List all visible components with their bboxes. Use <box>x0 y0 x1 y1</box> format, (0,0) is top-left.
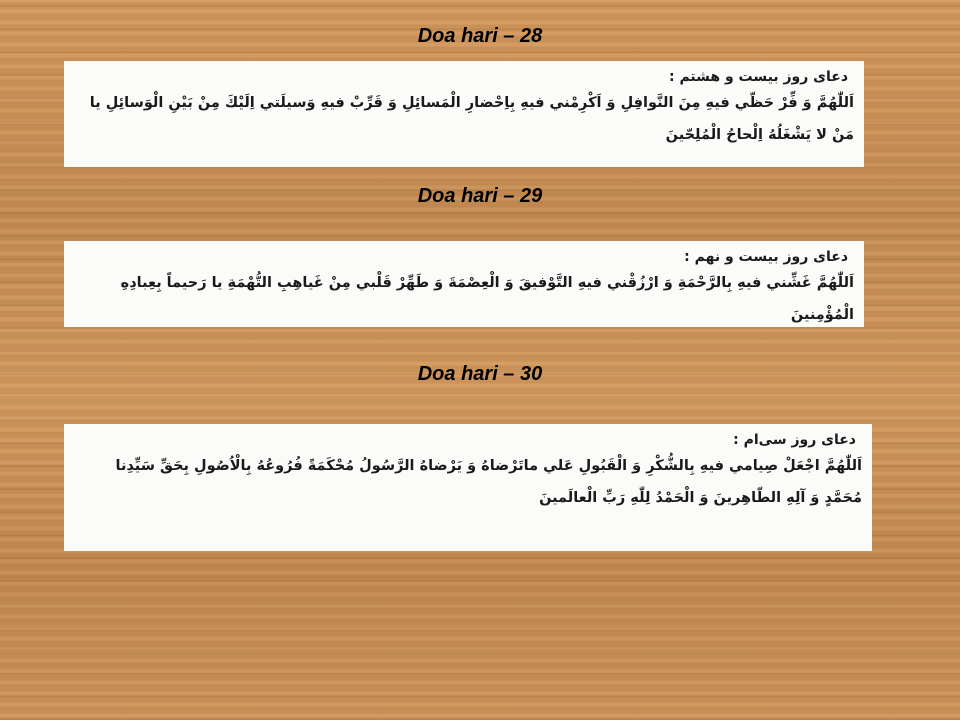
prayer-heading-day-29: دعای روز بیست و نهم : <box>684 249 848 265</box>
prayer-heading-day-30: دعای روز سی‌ام : <box>733 432 856 448</box>
prayer-panel-day-30 <box>64 424 872 551</box>
section-title-day-29: Doa hari – 29 <box>417 185 543 207</box>
prayer-heading-day-28: دعای روز بیست و هشتم : <box>668 69 848 85</box>
section-title-day-28: Doa hari – 28 <box>417 25 543 47</box>
section-title-day-30: Doa hari – 30 <box>417 363 543 385</box>
prayer-panel-day-28 <box>64 61 864 167</box>
prayer-panel-day-29 <box>64 241 864 327</box>
prayer-text-day-28: اَللّٰهُمَّ وَ فِّرْ حَظّي فيهِ مِنَ النَّوافِلِ وَ اَكْرِمْني فيهِ بِاِحْضارِ الْمَسائِلِ وَ قَرِّبْ فيهِ وَسيلَتي اِلَيْكَ مِنْ بَيْنِ الْوَسائِلِ يا مَنْ لا يَشْغَلُهُ اِلْحاحُ الْمُلِحّينَ <box>89 95 854 143</box>
prayer-text-day-30: اَللّٰهُمَّ اجْعَلْ صِيامي فيهِ بِالشُّكْرِ وَ الْقَبُولِ عَلي ماتَرْضاهُ وَ يَرْضاهُ الرَّسُولُ مُحْكَمَةً فُرُوعُهُ بِالْاُصُولِ بِحَقِّ سَيِّدِنا مُحَمَّدٍ وَ آلِهِ الطّاهِرينَ وَ الْحَمْدُ لِلّٰهِ رَبِّ الْعالَمينَ <box>115 458 862 506</box>
prayer-text-day-29: اَللّٰهُمَّ غَشِّني فيهِ بِالرَّحْمَةِ وَ ارْزُقْني فيهِ التَّوْفيقَ وَ الْعِصْمَةَ وَ طَهِّرْ قَلْبي مِنْ غَياهِبِ التُّهْمَةِ يا رَحيماً بِعِبادِهِ الْمُؤْمِنينَ <box>120 275 854 323</box>
